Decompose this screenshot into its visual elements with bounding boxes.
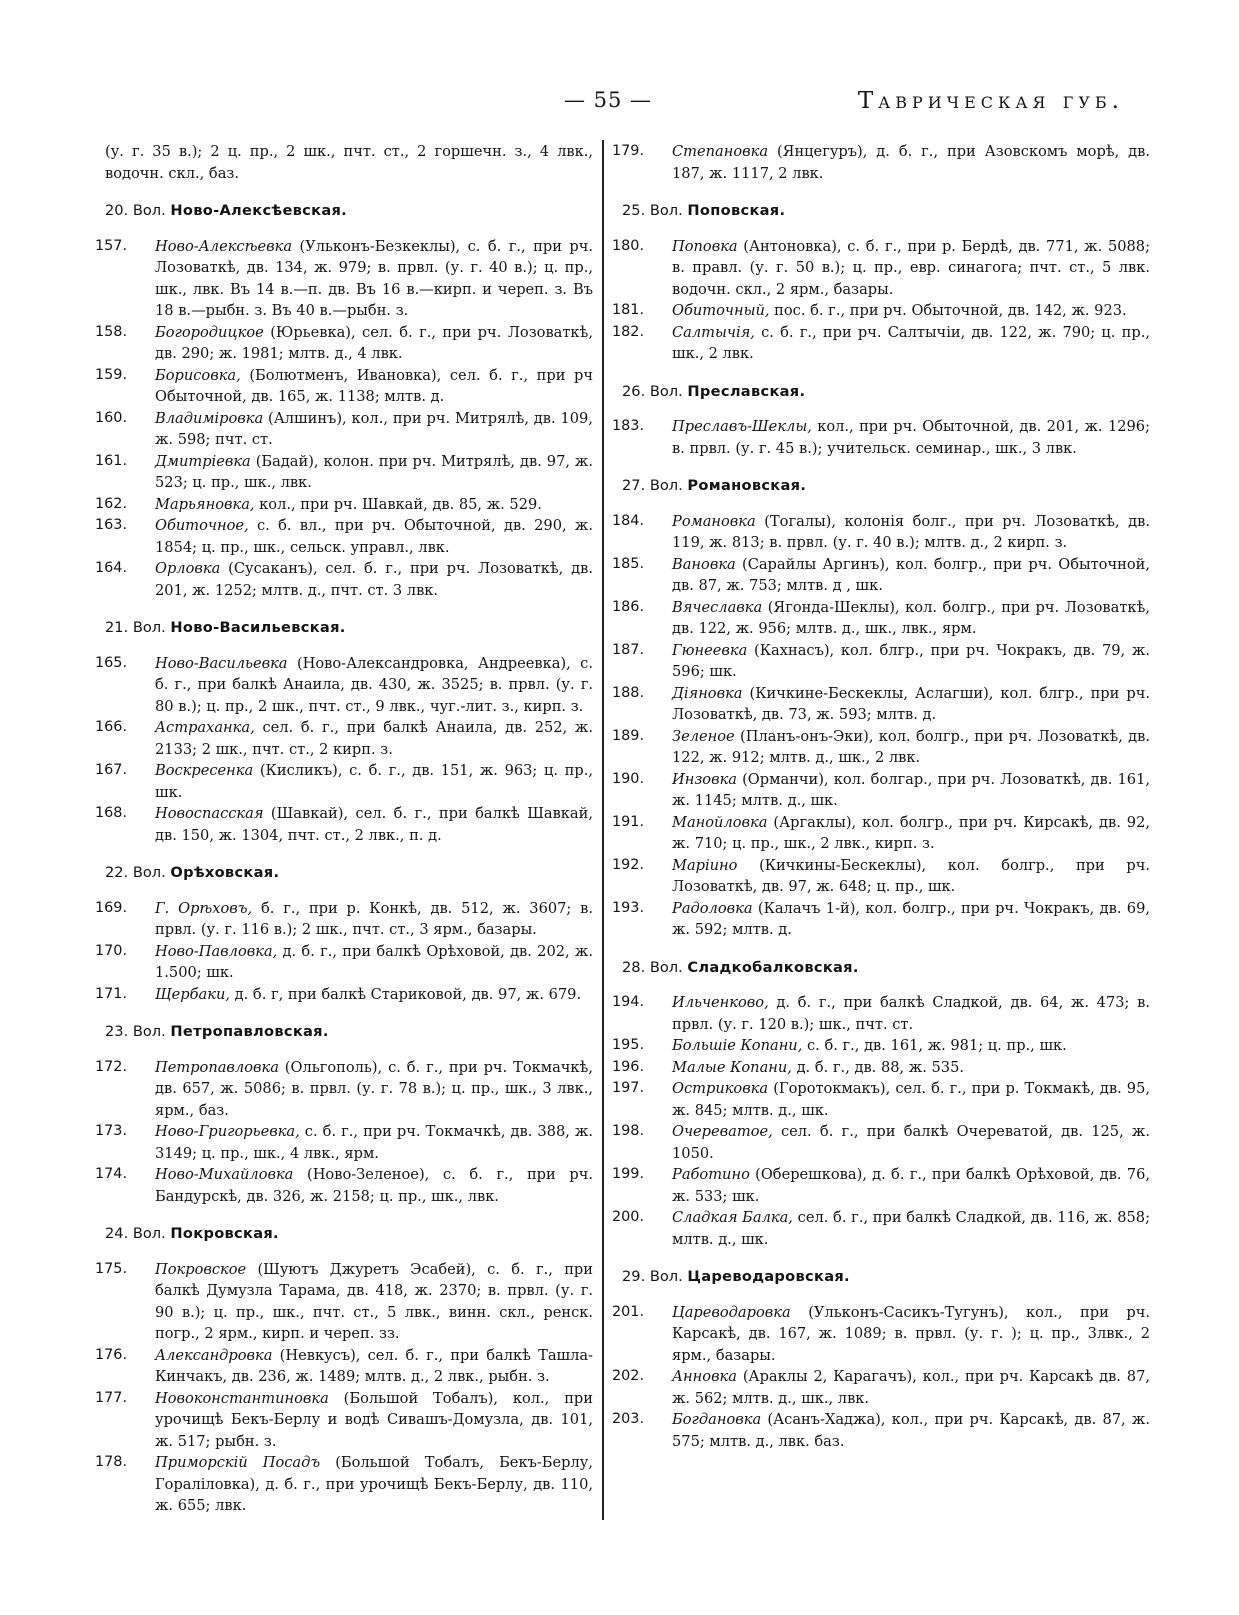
entry-number: 190. — [612, 770, 645, 787]
settlement-name: Манойловка — [672, 813, 768, 831]
entry-number: 170. — [95, 942, 128, 959]
entry-number: 166. — [95, 719, 128, 735]
entry-number: 202. — [612, 1368, 645, 1384]
left-column — [95, 141, 593, 1517]
entry — [612, 597, 1150, 640]
entry-number: 177. — [95, 1389, 128, 1406]
settlement-name: Большіе Копани, — [672, 1037, 803, 1054]
entry — [612, 554, 1150, 597]
entry-text: (Янцегуръ), д. б. г., при Азовскомъ морѣ, дв. 187, ж. 1117, 2 лвк. — [672, 143, 1150, 182]
entry-number: 191. — [612, 813, 645, 830]
entry — [95, 1121, 593, 1164]
settlement-name: Гюнеевка — [672, 641, 748, 659]
entry — [95, 451, 593, 494]
entry-text: д. б. г., дв. 88, ж. 535. — [791, 1058, 964, 1076]
entry — [95, 236, 593, 322]
settlement-name: Остриковка — [672, 1080, 769, 1097]
settlement-name: Астраханка, — [155, 719, 255, 736]
settlement-name: Цареводаровка — [672, 1303, 791, 1321]
entry-number: 163. — [95, 517, 128, 533]
entry-number: 200. — [612, 1209, 645, 1225]
settlement-name: Очереватое, — [672, 1123, 773, 1140]
entry-number: 158. — [95, 323, 128, 340]
entry-number: 169. — [95, 899, 128, 916]
entry-text: (Калачъ 1-й), кол. болгр., при рч. Чокракъ, дв. 69, ж. 592; млтв. д. — [672, 899, 1150, 938]
page-number: — 55 — — [563, 88, 653, 112]
settlement-name: Вановка — [672, 555, 736, 573]
entry-number: 174. — [95, 1166, 128, 1182]
volost-heading — [622, 957, 1150, 979]
entry — [612, 1302, 1150, 1367]
entry — [612, 1057, 1150, 1079]
entry-number: 196. — [612, 1058, 645, 1075]
volost-number: 22. Вол. — [105, 864, 166, 881]
entry-number: 178. — [95, 1454, 128, 1470]
settlement-name: Маріино — [672, 856, 738, 874]
entry-number: 181. — [612, 302, 645, 318]
entry — [95, 494, 593, 516]
volost-heading — [105, 617, 593, 639]
volost-number: 26. Вол. — [622, 382, 683, 400]
entry — [612, 855, 1150, 898]
entry-number: 160. — [95, 409, 128, 426]
entry-number: 189. — [612, 727, 645, 744]
column-divider — [602, 140, 604, 1520]
entry — [612, 236, 1150, 301]
volost-name: Преславская. — [687, 382, 806, 400]
settlement-name: Петропавловка — [155, 1058, 279, 1076]
entry-number: 179. — [612, 143, 645, 159]
entry — [612, 726, 1150, 769]
settlement-name: Покровское — [155, 1260, 247, 1278]
entry — [95, 408, 593, 451]
entry — [95, 760, 593, 803]
settlement-name: Зеленое — [672, 727, 735, 745]
entry-text: (Асанъ-Хаджа), кол., при рч. Карсакѣ, дв. 87, ж. 575; млтв. д., лвк. баз. — [672, 1411, 1150, 1450]
entry — [95, 558, 593, 601]
settlement-name: Ново-Павловка, — [155, 942, 278, 960]
volost-name: Покровская. — [170, 1225, 279, 1242]
settlement-name: Дмитріевка — [155, 452, 251, 470]
entry-text: (Невкусъ), сел. б. г., при балкѣ Ташла-Кинчакъ, дв. 236, ж. 1489; млтв. д., 2 лвк., рыбн. з. — [155, 1346, 593, 1385]
entry — [612, 1366, 1150, 1409]
entry-number: 182. — [612, 323, 645, 340]
entry — [612, 812, 1150, 855]
settlement-name: Анновка — [672, 1368, 737, 1385]
settlement-name: Борисовка, — [155, 366, 241, 384]
settlement-name: Ново-Михайловка — [155, 1166, 294, 1183]
settlement-name: Воскресенка — [155, 762, 254, 779]
settlement-name: Обиточный, — [672, 302, 770, 319]
entry-text: сел. б. г., при балкѣ Анаила, дв. 252, ж. 2133; 2 шк., пчт. ст., 2 кирп. з. — [155, 719, 593, 758]
settlement-name: Вячеславка — [672, 598, 763, 616]
settlement-name: Степановка — [672, 143, 769, 160]
entry-number: 192. — [612, 856, 645, 873]
entry-number: 183. — [612, 418, 645, 434]
entry-number: 164. — [95, 560, 128, 576]
volost-name: Цареводаровская. — [687, 1268, 850, 1285]
entry — [612, 416, 1150, 459]
volost-heading — [622, 381, 1150, 403]
entry-text: (Большой Тобалъ, Бекъ-Берлу, Гораліловка), д. б. г., при урочищѣ Бекъ-Берлу, дв. 110, ж. 655; лвк. — [155, 1454, 593, 1514]
volost-heading — [622, 1266, 1150, 1288]
entry-number: 185. — [612, 555, 645, 572]
entry — [95, 322, 593, 365]
entry-text: (Юрьевка), сел. б. г., при рч. Лозоваткѣ, дв. 290; ж. 1981; млтв. д., 4 лвк. — [155, 323, 593, 362]
entry-text: с. б. вл., при рч. Обыточной, дв. 290, ж. 1854; ц. пр., шк., сельск. управл., лвк. — [155, 517, 593, 556]
volost-name: Ново-Васильевская. — [170, 619, 346, 636]
entry-text: (Ольгополь), с. б. г., при рч. Токмачкѣ, дв. 657, ж. 5086; в. првл. (у. г. 78 в.); ц. пр., шк., 3 лвк., ярм., баз. — [155, 1058, 593, 1119]
volost-heading — [105, 862, 593, 884]
entry-text: (Ульконъ-Безкеклы), с. б. г., при рч. Лозоваткѣ, дв. 134, ж. 979; в. првл. (у. г. 40 в.); ц. пр., шк., лвк. Въ 14 в.—п. дв. Въ 16 в.—кирп. и череп. з. Въ 18 в.—рыбн. з. Въ 40 в.—рыбн. з. — [155, 237, 593, 319]
volost-heading — [105, 200, 593, 222]
volost-number: 23. Вол. — [105, 1023, 166, 1040]
entry — [95, 515, 593, 558]
entry — [95, 984, 593, 1006]
settlement-name: Малые Копани, — [672, 1058, 792, 1076]
entry-text: (Шавкай), сел. б. г., при балкѣ Шавкай, дв. 150, ж. 1304, пчт. ст., 2 лвк., п. д. — [155, 805, 593, 844]
entry-text: с. б. г., при рч. Салтычіи, дв. 122, ж. 790; ц. пр., шк., 2 лвк. — [672, 323, 1150, 362]
settlement-name: Александровка — [155, 1346, 273, 1364]
entry — [612, 769, 1150, 812]
entry — [612, 1207, 1150, 1250]
entry — [612, 300, 1150, 322]
entry-number: 199. — [612, 1166, 645, 1182]
entry-text: с. б. г., при рч. Токмачкѣ, дв. 388, ж. 3149; ц. пр., шк., 4 лвк., ярм. — [155, 1123, 593, 1162]
entry-text: (Ягонда-Шеклы), кол. болгр., при рч. Лозоваткѣ, дв. 122, ж. 956; млтв. д., шк., лвк., ярм. — [672, 598, 1150, 637]
volost-number: 29. Вол. — [622, 1268, 683, 1285]
settlement-name: Радоловка — [672, 899, 753, 917]
entry — [612, 1121, 1150, 1164]
entry — [612, 992, 1150, 1035]
volost-heading — [105, 1223, 593, 1245]
entry-text: (Болютменъ, Ивановка), сел. б. г., при рч Обыточной, дв. 165, ж. 1138; млтв. д. — [155, 366, 593, 405]
entry-number: 180. — [612, 237, 645, 254]
entry-text: пос. б. г., при рч. Обыточной, дв. 142, ж. 923. — [769, 302, 1127, 319]
entry-text: (Оберешкова), д. б. г., при балкѣ Орѣховой, дв. 76, ж. 533; шк. — [672, 1166, 1150, 1205]
continuation-text: (у. г. 35 в.); 2 ц. пр., 2 шк., пчт. ст., 2 горшечн. з., 4 лвк., водочн. скл., баз. — [105, 143, 593, 182]
page-title: Таврическая губ. — [857, 88, 1124, 114]
settlement-name: Богдановка — [672, 1411, 762, 1428]
entry-number: 159. — [95, 366, 128, 383]
settlement-name: Сладкая Балка, — [672, 1209, 793, 1226]
entry — [612, 141, 1150, 184]
entry-number: 186. — [612, 598, 645, 615]
entry-text: (Ново-Александровка, Андреевка), с. б. г., при балкѣ Анаила, дв. 430, ж. 3525; в. првл. (у. г. 80 в.); ц. пр., 2 шк., пчт. ст., 9 лвк., чуг.-лит. з., кирп. з. — [155, 654, 593, 715]
entry-number: 201. — [612, 1303, 645, 1320]
entry-number: 168. — [95, 805, 128, 821]
entry-text: с. б. г., дв. 161, ж. 981; ц. пр., шк. — [802, 1037, 1067, 1054]
entry-text: кол., при рч. Обыточной, дв. 201, ж. 1296; в. првл. (у. г. 45 в.); учительск. семинар., шк., 3 лвк. — [672, 418, 1150, 457]
entry-text: д. б. г, при балкѣ Стариковой, дв. 97, ж. 679. — [230, 985, 582, 1003]
entry-text: (Кисликъ), с. б. г., дв. 151, ж. 963; ц. пр., шк. — [155, 762, 593, 801]
settlement-name: Ильченково, — [672, 994, 769, 1011]
settlement-name: Приморскій Посадъ — [155, 1454, 321, 1471]
volost-number: 20. Вол. — [105, 202, 166, 219]
entry-number: 194. — [612, 994, 645, 1010]
settlement-name: Обиточное, — [155, 517, 249, 534]
entry — [95, 1345, 593, 1388]
entry-number: 165. — [95, 654, 128, 671]
volost-number: 27. Вол. — [622, 477, 683, 494]
volost-name: Сладкобалковская. — [687, 958, 859, 976]
entry-text: (Ульконъ-Сасикъ-Тугунъ), кол., при рч. Карсакѣ, дв. 167, ж. 1089; в. првл. (у. г. ); ц. пр., 3лвк., 2 ярм., базары. — [672, 1303, 1150, 1364]
entry-text: (Аргаклы), кол. болгр., при рч. Кирсакѣ, дв. 92, ж. 710; ц. пр., шк., 2 лвк., кирп. з. — [672, 813, 1150, 852]
settlement-name: Романовка — [672, 512, 756, 530]
entry-number: 175. — [95, 1260, 128, 1277]
volost-name: Ново-Алексѣевская. — [170, 202, 347, 219]
entry-text: кол., при рч. Шавкай, дв. 85, ж. 529. — [254, 495, 542, 513]
entry — [95, 717, 593, 760]
volost-name: Петропавловская. — [170, 1023, 329, 1040]
settlement-name: Владиміровка — [155, 409, 264, 427]
volost-heading — [105, 1021, 593, 1043]
entry — [612, 640, 1150, 683]
entry-number: 173. — [95, 1123, 128, 1139]
entry-text: (Орманчи), кол. болгар., при рч. Лозоваткѣ, дв. 161, ж. 1145; млтв. д., шк. — [672, 770, 1150, 809]
right-column — [612, 141, 1150, 1452]
entry-text: сел. б. г., при балкѣ Очереватой, дв. 125, ж. 1050. — [672, 1123, 1150, 1162]
entry-text: (Кичкине-Бескеклы, Аслагши), кол. блгр., при рч. Лозоваткѣ, дв. 73, ж. 593; млтв. д. — [672, 684, 1150, 723]
volost-name: Поповская. — [687, 202, 786, 219]
volost-heading — [622, 475, 1150, 497]
entry-number: 162. — [95, 495, 128, 512]
volost-name: Орѣховская. — [170, 864, 280, 881]
entry — [95, 898, 593, 941]
entry-number: 172. — [95, 1058, 128, 1075]
entry — [95, 1259, 593, 1345]
entry — [612, 1035, 1150, 1057]
settlement-name: Ново-Алексѣевка — [155, 237, 293, 255]
entry-text: (Большой Тобалъ), кол., при урочищѣ Бекъ-Берлу и водѣ Сивашъ-Домузла, дв. 101, ж. 517; рыбн. з. — [155, 1389, 593, 1450]
entry — [95, 1057, 593, 1122]
entry-text: д. б. г., при балкѣ Орѣховой, дв. 202, ж. 1.500; шк. — [155, 942, 593, 981]
entry — [612, 898, 1150, 941]
entry-text: (Антоновка), с. б. г., при р. Бердѣ, дв. 771, ж. 5088; в. правл. (у. г. 50 в.); ц. пр., евр. синагога; пчт. ст., 5 лвк. водочн. скл., 2 ярм., базары. — [672, 237, 1150, 298]
entry — [95, 653, 593, 718]
entry-number: 176. — [95, 1346, 128, 1363]
volost-number: 24. Вол. — [105, 1225, 166, 1242]
entry-number: 171. — [95, 985, 128, 1002]
entry-text: б. г., при р. Конкѣ, дв. 512, ж. 3607; в. првл. (у. г. 116 в.); 2 шк., пчт. ст., 3 ярм., базары. — [155, 899, 593, 938]
entry — [612, 322, 1150, 365]
entry-number: 188. — [612, 684, 645, 701]
settlement-name: Преславъ-Шеклы, — [672, 418, 812, 435]
entry-text: сел. б. г., при балкѣ Сладкой, дв. 116, ж. 858; млтв. д., шк. — [672, 1209, 1150, 1248]
entry-number: 193. — [612, 899, 645, 916]
entry-text: (Кичкины-Бескеклы), кол. болгр., при рч. Лозоваткѣ, дв. 97, ж. 648; ц. пр., шк. — [672, 856, 1150, 895]
entry-number: 157. — [95, 237, 128, 254]
settlement-name: Поповка — [672, 237, 738, 255]
settlement-name: Орловка — [155, 560, 221, 577]
entry-number: 203. — [612, 1411, 645, 1427]
entry-text: (Бадай), колон. при рч. Митрялѣ, дв. 97, ж. 523; ц. пр., шк., лвк. — [155, 452, 593, 491]
entry — [95, 365, 593, 408]
entry — [612, 1078, 1150, 1121]
volost-number: 28. Вол. — [622, 958, 683, 976]
entry-number: 187. — [612, 641, 645, 658]
entry-text: (Сусаканъ), сел. б. г., при рч. Лозоваткѣ, дв. 201, ж. 1252; млтв. д., пчт. ст. 3 лвк. — [155, 560, 593, 599]
settlement-name: Ново-Васильевка — [155, 654, 288, 672]
entry — [95, 1164, 593, 1207]
settlement-name: Инзовка — [672, 770, 737, 788]
settlement-name: Діяновка — [672, 684, 743, 702]
entry-text: (Кахнасъ), кол. блгр., при рч. Чокракъ, дв. 79, ж. 596; шк. — [672, 641, 1150, 680]
entry-number: 167. — [95, 762, 128, 778]
settlement-name: Салтычія, — [672, 323, 755, 341]
entry — [612, 511, 1150, 554]
entry — [95, 1452, 593, 1517]
entry-text: (Араклы 2, Карагачъ), кол., при рч. Карсакѣ дв. 87, ж. 562; млтв. д., шк., лвк. — [672, 1368, 1150, 1407]
entry-text: д. б. г., при балкѣ Сладкой, дв. 64, ж. 473; в. првл. (у. г. 120 в.); шк., пчт. ст. — [672, 994, 1150, 1033]
entry-text: (Тогалы), колонія болг., при рч. Лозоваткѣ, дв. 119, ж. 813; в. првл. (у. г. 40 в.); млтв. д., 2 кирп. з. — [672, 512, 1150, 551]
entry-number: 184. — [612, 512, 645, 529]
volost-heading — [622, 200, 1150, 222]
entry-number: 161. — [95, 452, 128, 469]
entry-text: (Горотокмакъ), сел. б. г., при р. Токмакѣ, дв. 95, ж. 845; млтв. д., шк. — [672, 1080, 1150, 1119]
entry-text: (Шуютъ Джуретъ Эсабей), с. б. г., при балкѣ Думузла Тарама, дв. 418, ж. 2370; в. првл. (у. г. 90 в.); ц. пр., шк., пчт. ст., 5 лвк., винн. скл., ренск. погр., 2 ярм., кирп. и череп. зз. — [155, 1260, 593, 1342]
entry-number: 198. — [612, 1123, 645, 1139]
volost-number: 21. Вол. — [105, 619, 166, 636]
entry-text: (Сарайлы Аргинъ), кол. болгр., при рч. Обыточной, дв. 87, ж. 753; млтв. д , шк. — [672, 555, 1150, 594]
entry — [95, 941, 593, 984]
entry-text: (Ново-Зеленое), с. б. г., при рч. Бандурскѣ, дв. 326, ж. 2158; ц. пр., шк., лвк. — [155, 1166, 593, 1205]
entry-text: (Алшинъ), кол., при рч. Митрялѣ, дв. 109, ж. 598; пчт. ст. — [155, 409, 593, 448]
entry — [612, 1164, 1150, 1207]
volost-name: Романовская. — [687, 477, 807, 494]
entry-number: 197. — [612, 1080, 645, 1096]
entry-number: 195. — [612, 1037, 645, 1053]
settlement-name: Богородицкое — [155, 323, 264, 341]
volost-number: 25. Вол. — [622, 202, 683, 219]
settlement-name: Г. Орѣховъ, — [155, 899, 253, 917]
settlement-name: Марьяновка, — [155, 495, 255, 513]
entry — [612, 1409, 1150, 1452]
entry — [612, 683, 1150, 726]
entry-text: (Планъ-онъ-Эки), кол. болгр., при рч. Лозоваткѣ, дв. 122, ж. 912; млтв. д., шк., 2 лвк. — [672, 727, 1150, 766]
settlement-name: Щербаки, — [155, 985, 230, 1003]
settlement-name: Работино — [672, 1166, 750, 1183]
entry — [95, 1388, 593, 1453]
settlement-name: Новоконстантиновка — [155, 1389, 329, 1407]
settlement-name: Ново-Григорьевка, — [155, 1123, 300, 1140]
settlement-name: Новоспасская — [155, 805, 264, 822]
entry — [95, 803, 593, 846]
